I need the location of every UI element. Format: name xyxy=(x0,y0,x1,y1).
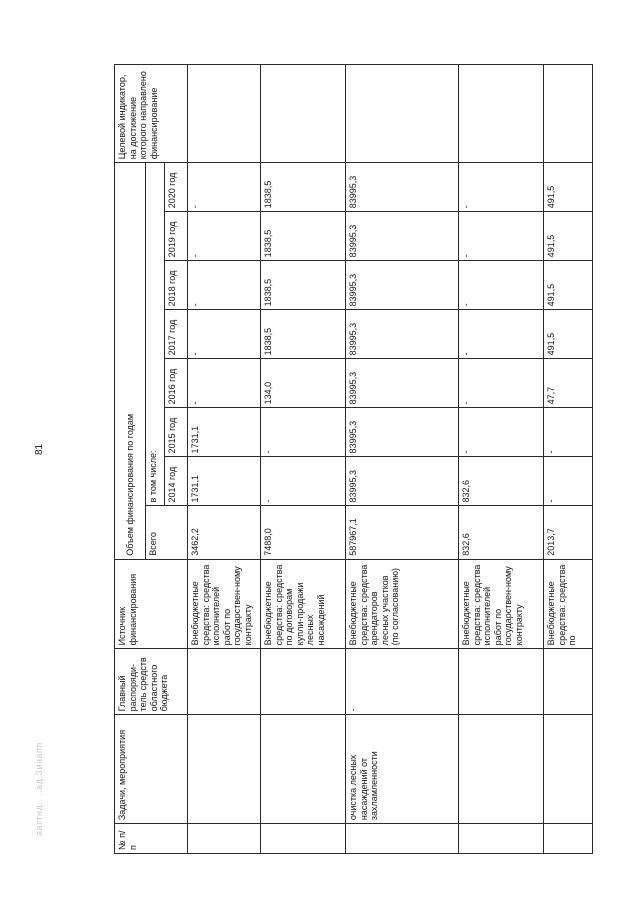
cell-value: 1838,5 xyxy=(261,212,346,261)
header-year: 2019 год xyxy=(165,212,188,261)
cell-source: Внебюджетные средства: средства по договорам купли-продажи лесных насаждений xyxy=(261,559,346,649)
header-year: 2020 год xyxy=(165,163,188,212)
cell-value: - xyxy=(188,359,261,408)
header-row-1 xyxy=(115,65,146,854)
cell-value: 491,5 xyxy=(544,163,593,212)
cell-value: - xyxy=(459,310,544,359)
cell-value: 83995,3 xyxy=(346,359,459,408)
header-year: 2017 год xyxy=(165,310,188,359)
cell-indicator xyxy=(188,65,261,163)
cell-manager: - xyxy=(346,649,459,715)
cell-no xyxy=(261,824,346,854)
cell-manager xyxy=(459,649,544,715)
header-manager: Главный распоряди-тель средств областного бюджета xyxy=(115,649,188,715)
cell-value: 83995,3 xyxy=(346,212,459,261)
rotated-table-container xyxy=(114,64,610,854)
table-row xyxy=(188,65,261,854)
cell-manager xyxy=(544,649,593,715)
cell-manager xyxy=(188,649,261,715)
cell-value: 1838,5 xyxy=(261,163,346,212)
cell-value: - xyxy=(188,163,261,212)
table-row xyxy=(459,65,544,854)
header-including: в том числе: xyxy=(146,163,165,506)
cell-value: 1731,1 xyxy=(188,457,261,506)
cell-value: - xyxy=(544,408,593,457)
header-year: 2018 год xyxy=(165,261,188,310)
cell-value: 491,5 xyxy=(544,310,593,359)
cell-value: 1838,5 xyxy=(261,310,346,359)
financing-table xyxy=(114,64,593,854)
cell-task: очистка лесных насаждений от захламленности xyxy=(346,715,459,824)
cell-indicator xyxy=(544,65,593,163)
header-indicator: Целевой индикатор, на достижение которого направлено финансирование xyxy=(115,65,188,163)
cell-source: Внебюджетные средства: средства исполнителей работ по государствен-ному контракту xyxy=(459,559,544,649)
cell-value: - xyxy=(459,212,544,261)
cell-value: 1838,5 xyxy=(261,261,346,310)
cell-total: 3462,2 xyxy=(188,506,261,559)
cell-value: 491,5 xyxy=(544,212,593,261)
cell-no xyxy=(346,824,459,854)
table-row xyxy=(346,65,459,854)
cell-manager xyxy=(261,649,346,715)
cell-no xyxy=(459,824,544,854)
table-row xyxy=(544,65,593,854)
cell-value: - xyxy=(459,261,544,310)
header-source: Источник финансирования xyxy=(115,559,188,649)
cell-indicator xyxy=(261,65,346,163)
cell-indicator xyxy=(346,65,459,163)
cell-task xyxy=(188,715,261,824)
cell-value: - xyxy=(261,457,346,506)
page-number: 81 xyxy=(34,443,45,455)
header-volume: Объем финансирования по годам xyxy=(115,163,146,560)
header-no: № п/п xyxy=(115,824,188,854)
cell-value: 47,7 xyxy=(544,359,593,408)
cell-value: 832,6 xyxy=(459,457,544,506)
cell-total: 7488,0 xyxy=(261,506,346,559)
cell-value: - xyxy=(261,408,346,457)
cell-no xyxy=(188,824,261,854)
cell-task xyxy=(459,715,544,824)
cell-task xyxy=(544,715,593,824)
cell-total: 832,6 xyxy=(459,506,544,559)
cell-value: - xyxy=(459,163,544,212)
cell-value: - xyxy=(544,457,593,506)
cell-total: 587967,1 xyxy=(346,506,459,559)
cell-indicator xyxy=(459,65,544,163)
cell-source: Внебюджетные средства: средства исполнителей работ по государствен-ному контракту xyxy=(188,559,261,649)
cell-value: 83995,3 xyxy=(346,457,459,506)
cell-value: 134,0 xyxy=(261,359,346,408)
header-year: 2015 год xyxy=(165,408,188,457)
cell-value: - xyxy=(459,408,544,457)
cell-task xyxy=(261,715,346,824)
cell-value: 83995,3 xyxy=(346,408,459,457)
cell-value: 83995,3 xyxy=(346,261,459,310)
header-task: Задачи, мероприятия xyxy=(115,715,188,824)
cell-value: 83995,3 xyxy=(346,310,459,359)
cell-no xyxy=(544,824,593,854)
cell-value: 1731,1 xyxy=(188,408,261,457)
header-year: 2016 год xyxy=(165,359,188,408)
cell-value: 491,5 xyxy=(544,261,593,310)
table-row xyxy=(261,65,346,854)
cell-source: Внебюджетные средства: средства арендаторов лесных участков (по согласованию) xyxy=(346,559,459,649)
header-total: Всего xyxy=(146,506,188,559)
cell-value: - xyxy=(188,261,261,310)
header-year: 2014 год xyxy=(165,457,188,506)
cell-value: - xyxy=(459,359,544,408)
side-stamp: ааттнд.. ..ад.Зиаапп xyxy=(34,742,44,836)
cell-total: 2013,7 xyxy=(544,506,593,559)
cell-source: Внебюджетные средства: средства по xyxy=(544,559,593,649)
cell-value: - xyxy=(188,310,261,359)
cell-value: - xyxy=(188,212,261,261)
cell-value: 83995,3 xyxy=(346,163,459,212)
